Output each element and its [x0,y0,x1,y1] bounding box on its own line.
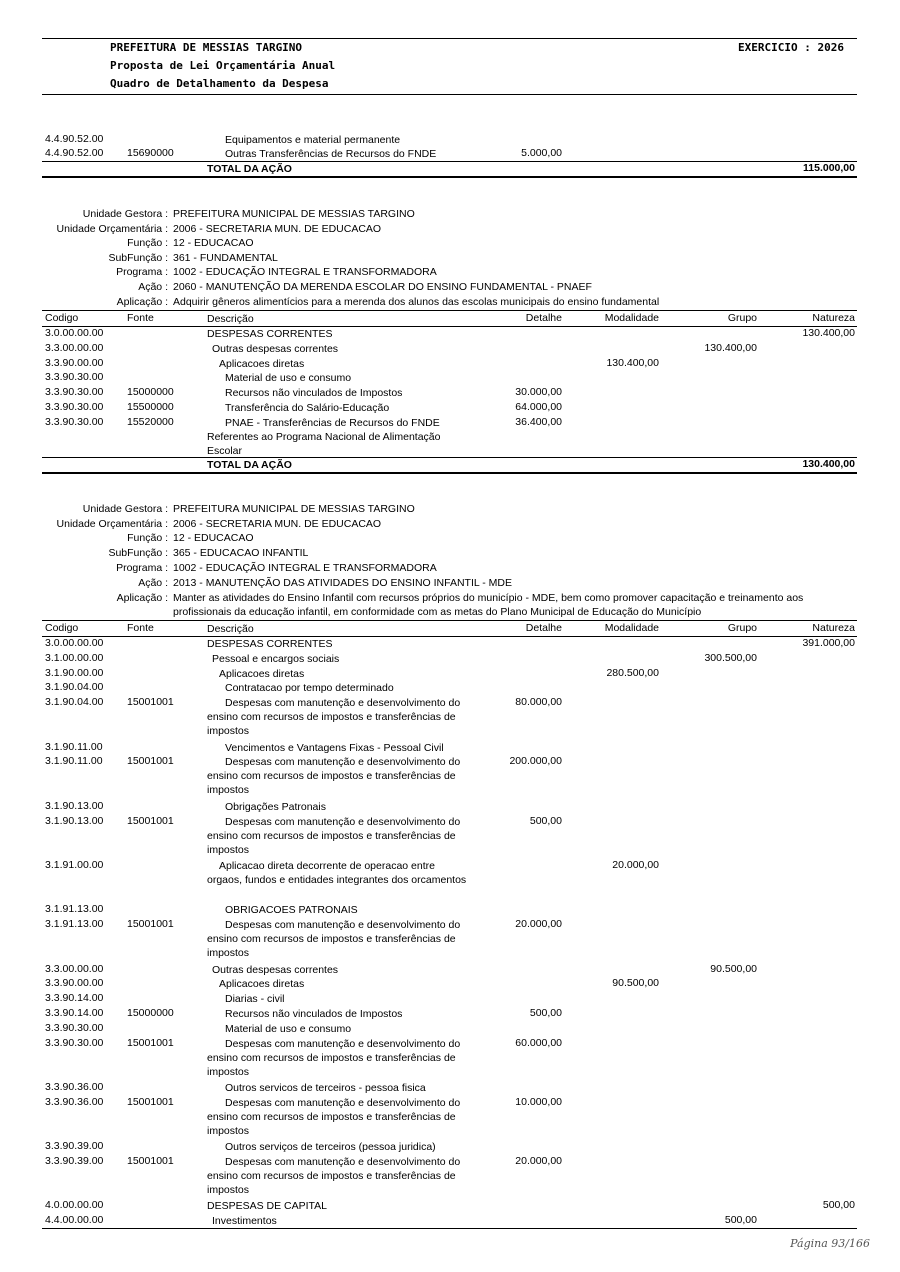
cell-desc: Outros serviços de terceiros (pessoa juridica) [225,1141,436,1154]
value-programa: 1002 - EDUCAÇÃO INTEGRAL E TRANSFORMADORA [173,562,437,574]
cell-detalhe: 200.000,00 [509,755,562,768]
cell-desc: Pessoal e encargos sociais [212,652,340,665]
cell-detalhe: 30.000,00 [515,386,562,399]
table-row [0,903,900,917]
cell-code: 3.3.90.30.00 [45,386,104,399]
cell-detalhe: 36.400,00 [515,415,562,428]
cell-desc: Despesas com manutenção e desenvolvimento do ensino com recursos de impostos e transferências de impostos [207,919,461,960]
cell-code: 3.3.90.30.00 [45,1021,104,1034]
label-programa: Programa : [116,266,168,278]
cell-desc: Recursos não vinculados de Impostos [225,387,403,400]
doc-subtitle: Proposta de Lei Orçamentária Anual [110,59,336,72]
cell-desc: Despesas com manutenção e desenvolvimento do ensino com recursos de impostos e transferências de impostos [207,697,461,738]
col-modalidade: Modalidade [604,312,659,324]
table-row [0,667,900,681]
value-orcamentaria: 2006 - SECRETARIA MUN. DE EDUCACAO [173,518,382,530]
cell-desc: Investimentos [212,1215,277,1228]
table-row [0,1036,900,1078]
cell-detalhe: 20.000,00 [515,918,562,931]
cell-code: 3.3.90.39.00 [45,1140,104,1153]
cell-grupo: 300.500,00 [704,651,757,664]
cell-desc: Despesas com manutenção e desenvolvimento do ensino com recursos de impostos e transferências de impostos [207,756,461,797]
cell-code: 3.3.90.30.00 [45,401,104,413]
cell-grupo: 130.400,00 [704,341,757,354]
table-row [0,1214,900,1228]
cell-detalhe: 5.000,00 [521,147,562,159]
cell-desc: Material de uso e consumo [225,1022,352,1035]
cell-fonte: 15001001 [127,755,174,768]
label-subfuncao: SubFunção : [108,252,168,264]
cell-code: 3.1.00.00.00 [45,651,104,664]
table-row [0,401,900,415]
cell-natureza: 130.400,00 [802,327,855,339]
column-header-row [0,622,900,636]
cell-fonte: 15500000 [127,401,174,413]
cell-code: 4.4.00.00.00 [45,1214,104,1227]
cell-code: 3.1.91.00.00 [45,859,104,871]
columns-top-rule [42,310,857,311]
value-aplicacao-cont: profissionais da educação infantil, em conformidade com as metas do Plano Municipal de Educação do Município [173,606,702,618]
header-top-rule [42,38,857,39]
value-programa: 1002 - EDUCAÇÃO INTEGRAL E TRANSFORMADORA [173,266,437,278]
cell-desc: Outros servicos de terceiros - pessoa fisica [225,1082,426,1094]
table-row [0,918,900,960]
cell-desc: Despesas com manutenção e desenvolvimento do ensino com recursos de impostos e transferências de impostos [207,1037,461,1078]
cell-fonte: 15000000 [127,1007,174,1019]
col-grupo: Grupo [727,622,757,634]
total-row [0,162,900,176]
cell-modalidade: 280.500,00 [606,666,659,679]
table-row [0,963,900,977]
cell-code: 3.1.90.00.00 [45,666,104,679]
cell-modalidade: 130.400,00 [606,356,659,369]
table-row [0,342,900,356]
col-descricao: Descrição [207,623,254,635]
cell-fonte: 15001001 [127,1095,174,1108]
table-row [0,1081,900,1095]
cell-desc: Transferência do Salário-Educação [225,402,390,414]
cell-desc: Diarias - civil [225,993,285,1006]
cell-code: 3.0.00.00.00 [45,637,104,649]
value-funcao: 12 - EDUCACAO [173,237,254,249]
cell-desc: Vencimentos e Vantagens Fixas - Pessoal Civil [225,741,444,754]
cell-code: 3.3.90.00.00 [45,356,104,369]
label-gestora: Unidade Gestora : [82,208,168,220]
cell-fonte: 15001001 [127,696,174,709]
table-row [0,992,900,1006]
cell-desc: Outras despesas correntes [212,963,339,976]
cell-code: 4.0.00.00.00 [45,1199,104,1212]
cell-code: 3.3.00.00.00 [45,962,104,975]
cell-code: 3.1.90.11.00 [45,740,103,753]
cell-desc: Recursos não vinculados de Impostos [225,1008,403,1020]
value-funcao: 12 - EDUCACAO [173,532,254,544]
cell-desc: DESPESAS DE CAPITAL [207,1200,328,1213]
total-label: TOTAL DA AÇÃO [207,163,292,175]
cell-desc: Despesas com manutenção e desenvolvimento do ensino com recursos de impostos e transferências de impostos [207,815,461,856]
cell-grupo: 500,00 [724,1214,757,1227]
table-row [0,755,900,797]
column-header-row [0,312,900,326]
cell-fonte: 15001001 [127,918,174,931]
cell-desc: Despesas com manutenção e desenvolvimento do ensino com recursos de impostos e transferências de impostos [207,1096,461,1137]
label-orcamentaria: Unidade Orçamentária : [56,223,168,235]
table-row [0,386,900,400]
table-row [0,1095,900,1137]
page-number: Página 93/166 [790,1237,870,1250]
table-row [0,741,900,755]
cell-code: 3.1.91.13.00 [45,903,104,916]
table-row [0,327,900,341]
label-funcao: Função : [127,532,168,544]
cell-desc: Aplicacoes diretas [219,667,305,680]
doc-title: Quadro de Detalhamento da Despesa [110,77,329,90]
total-value: 130.400,00 [802,458,855,470]
cell-detalhe: 80.000,00 [515,696,562,709]
table-row [0,371,900,385]
table-row [0,1140,900,1154]
header-bottom-rule [42,94,857,95]
label-programa: Programa : [116,562,168,574]
table-row [0,800,900,814]
cell-code: 3.0.00.00.00 [45,327,104,339]
table-row [0,415,900,457]
table-row [0,696,900,738]
label-aplicacao: Aplicação : [116,592,168,604]
columns-top-rule [42,620,857,621]
value-gestora: PREFEITURA MUNICIPAL DE MESSIAS TARGINO [173,208,415,220]
cell-code: 3.3.90.00.00 [45,977,104,990]
cell-code: 3.3.90.30.00 [45,371,104,384]
cell-fonte: 15000000 [127,386,174,399]
col-codigo: Codigo [45,312,79,324]
table-row [0,357,900,371]
cell-code: 4.4.90.52.00 [45,133,104,145]
total-value: 115.000,00 [803,162,855,174]
cell-fonte: 15001001 [127,1036,174,1049]
cell-fonte: 15690000 [127,147,174,159]
label-gestora: Unidade Gestora : [82,503,168,515]
cell-detalhe: 500,00 [529,1007,562,1019]
label-acao: Ação : [138,281,168,293]
cell-desc: Aplicacoes diretas [219,978,305,991]
cell-grupo: 90.500,00 [710,962,757,975]
cell-code: 3.1.90.04.00 [45,696,104,709]
label-orcamentaria: Unidade Orçamentária : [56,518,168,530]
value-acao: 2060 - MANUTENÇÃO DA MERENDA ESCOLAR DO ENSINO FUNDAMENTAL - PNAEF [173,281,592,293]
col-grupo: Grupo [727,312,757,324]
cell-code: 4.4.90.52.00 [45,147,104,159]
table-row [0,1199,900,1213]
col-descricao: Descrição [207,313,254,325]
cell-modalidade: 90.500,00 [612,977,659,990]
cell-detalhe: 20.000,00 [515,1155,562,1167]
total-bottom-rule [42,176,857,178]
cell-code: 3.3.90.14.00 [45,1007,104,1019]
value-gestora: PREFEITURA MUNICIPAL DE MESSIAS TARGINO [173,503,415,515]
table-row [0,681,900,695]
cell-desc: Aplicacao direta decorrente de operacao entre orgaos, fundos e entidades integrantes dos orcamentos [207,860,467,886]
cell-detalhe: 60.000,00 [515,1036,562,1049]
total-label: TOTAL DA AÇÃO [207,459,292,471]
col-fonte: Fonte [127,312,154,324]
table-row [0,1022,900,1036]
cell-desc: Obrigações Patronais [225,800,326,813]
cell-code: 3.3.90.30.00 [45,415,104,428]
cell-code: 3.1.90.04.00 [45,681,104,694]
cell-desc: Material de uso e consumo [225,372,352,385]
cell-detalhe: 500,00 [529,814,562,827]
cell-desc: Despesas com manutenção e desenvolvimento do ensino com recursos de impostos e transferências de impostos [207,1156,461,1196]
table-row [0,814,900,856]
cell-fonte: 15001001 [127,1155,174,1167]
value-aplicacao: Adquirir gêneros alimentícios para a merenda dos alunos das escolas municipais do ensino fundamental [173,296,660,308]
col-natureza: Natureza [812,622,855,634]
cell-desc: DESPESAS CORRENTES [207,328,333,340]
value-aplicacao: Manter as atividades do Ensino Infantil com recursos próprios do município - MDE, bem como promover capacitação e treinamento aos [173,592,804,604]
col-fonte: Fonte [127,622,154,634]
cell-desc: Outras Transferências de Recursos do FNDE [225,148,437,160]
col-detalhe: Detalhe [525,622,562,634]
cell-fonte: 15001001 [127,814,174,827]
col-modalidade: Modalidade [604,622,659,634]
col-codigo: Codigo [45,622,79,634]
value-acao: 2013 - MANUTENÇÃO DAS ATIVIDADES DO ENSINO INFANTIL - MDE [173,577,512,589]
cell-code: 3.3.00.00.00 [45,341,104,354]
label-aplicacao: Aplicação : [116,296,168,308]
table-row [0,147,900,161]
cell-natureza: 500,00 [822,1199,855,1212]
total-row [0,458,900,472]
cell-fonte: 15520000 [127,415,174,428]
value-orcamentaria: 2006 - SECRETARIA MUN. DE EDUCACAO [173,223,382,235]
label-funcao: Função : [127,237,168,249]
exercise-year: EXERCICIO : 2026 [738,41,844,54]
label-acao: Ação : [138,577,168,589]
total-bottom-rule [42,472,857,474]
cell-desc: Aplicacoes diretas [219,357,305,370]
cell-detalhe: 10.000,00 [515,1095,562,1108]
cell-code: 3.3.90.30.00 [45,1036,104,1049]
cell-code: 3.3.90.36.00 [45,1095,104,1108]
table-row [0,637,900,651]
value-subfuncao: 365 - EDUCACAO INFANTIL [173,547,309,559]
cell-code: 3.1.90.13.00 [45,814,104,827]
label-subfuncao: SubFunção : [108,547,168,559]
table-row [0,1007,900,1021]
cell-code: 3.1.90.13.00 [45,799,104,812]
cell-desc: Equipamentos e material permanente [225,134,401,146]
table-row [0,652,900,666]
cell-natureza: 391.000,00 [802,637,855,649]
cell-desc: Outras despesas correntes [212,342,339,355]
cell-code: 3.3.90.14.00 [45,992,104,1005]
table-row [0,977,900,991]
cell-modalidade: 20.000,00 [612,859,659,871]
footer-rule [42,1228,857,1229]
cell-desc: DESPESAS CORRENTES [207,638,333,650]
value-subfuncao: 361 - FUNDAMENTAL [173,252,278,264]
col-natureza: Natureza [812,312,855,324]
table-row [0,133,900,147]
col-detalhe: Detalhe [525,312,562,324]
cell-desc: OBRIGACOES PATRONAIS [225,904,358,917]
cell-desc: Contratacao por tempo determinado [225,682,394,695]
table-row [0,1155,900,1196]
cell-desc: PNAE - Transferências de Recursos do FNDE Referentes ao Programa Nacional de Alimentação Escolar [207,416,441,457]
org-name: PREFEITURA DE MESSIAS TARGINO [110,41,303,54]
cell-code: 3.3.90.36.00 [45,1081,104,1093]
cell-code: 3.1.91.13.00 [45,918,104,931]
cell-code: 3.3.90.39.00 [45,1155,104,1167]
table-row [0,859,900,886]
cell-detalhe: 64.000,00 [515,401,562,413]
cell-code: 3.1.90.11.00 [45,755,103,768]
